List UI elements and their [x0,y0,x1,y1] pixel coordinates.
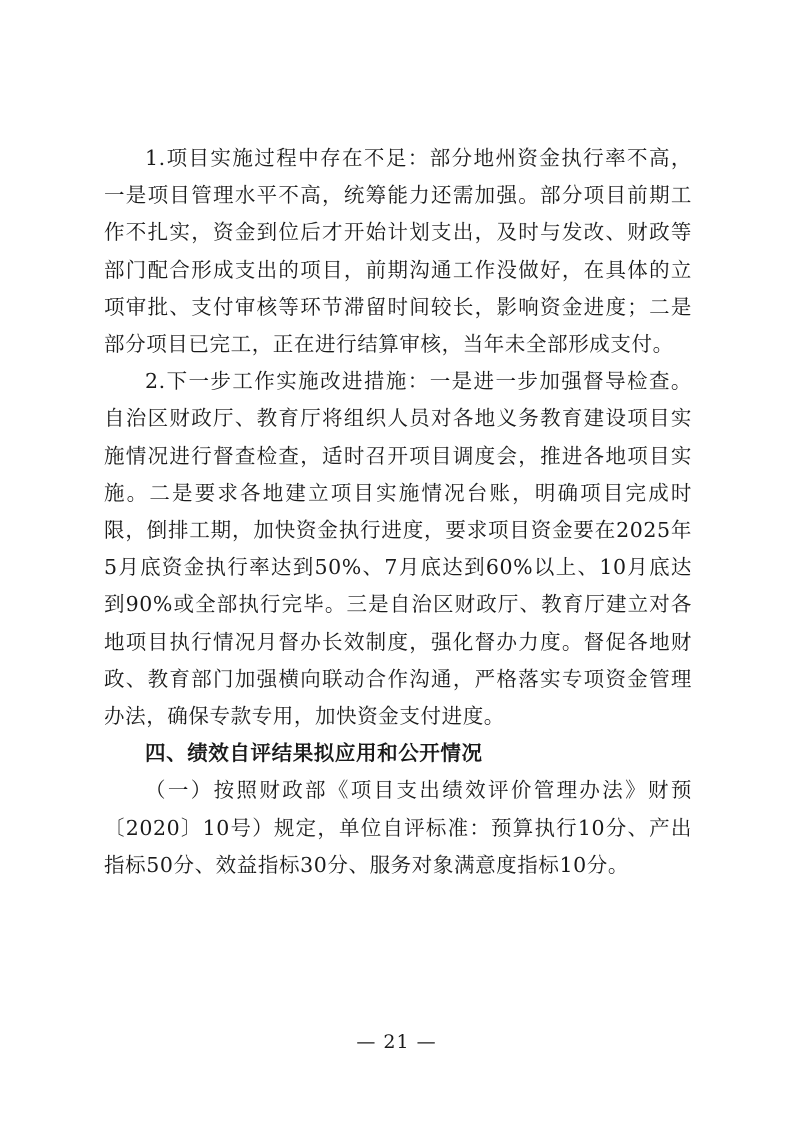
section-heading: 四、绩效自评结果拟应用和公开情况 [145,741,483,766]
page-number: — 21 — [356,1031,437,1053]
document-body [104,140,692,884]
paragraph-improvement-measures: 2.下一步工作实施改进措施：一是进一步加强督导检查。自治区财政厅、教育厅将组织人员对各地义务教育建设项目实施情况进行督查检查，适时召开项目调度会，推进各地项目实施。二是要求各地建立项目实施情况台账，明确项目完成时限，倒排工期，加快资金执行进度，要求项目资金要在2025年5月底资金执行率达到50%、7月底达到60%以上、10月底达到90%或全部执行完毕。三是自治区财政厅、教育厅建立对各地项目执行情况月督办长效制度，强化督办力度。督促各地财政、教育部门加强横向联动合作沟通，严格落实专项资金管理办法，确保专款专用，加快资金支付进度。 [104,369,692,729]
paragraph-evaluation-standard: （一）按照财政部《项目支出绩效评价管理办法》财预〔2020〕10号）规定，单位自评标准：预算执行10分、产出指标50分、效益指标30分、服务对象满意度指标10分。 [104,778,692,877]
paragraph-shortcomings: 1.项目实施过程中存在不足：部分地州资金执行率不高，一是项目管理水平不高，统筹能力还需加强。部分项目前期工作不扎实，资金到位后才开始计划支出，及时与发改、财政等部门配合形成支出的项目，前期沟通工作没做好，在具体的立项审批、支付审核等环节滞留时间较长，影响资金进度；二是部分项目已完工，正在进行结算审核，当年未全部形成支付。 [104,146,692,357]
